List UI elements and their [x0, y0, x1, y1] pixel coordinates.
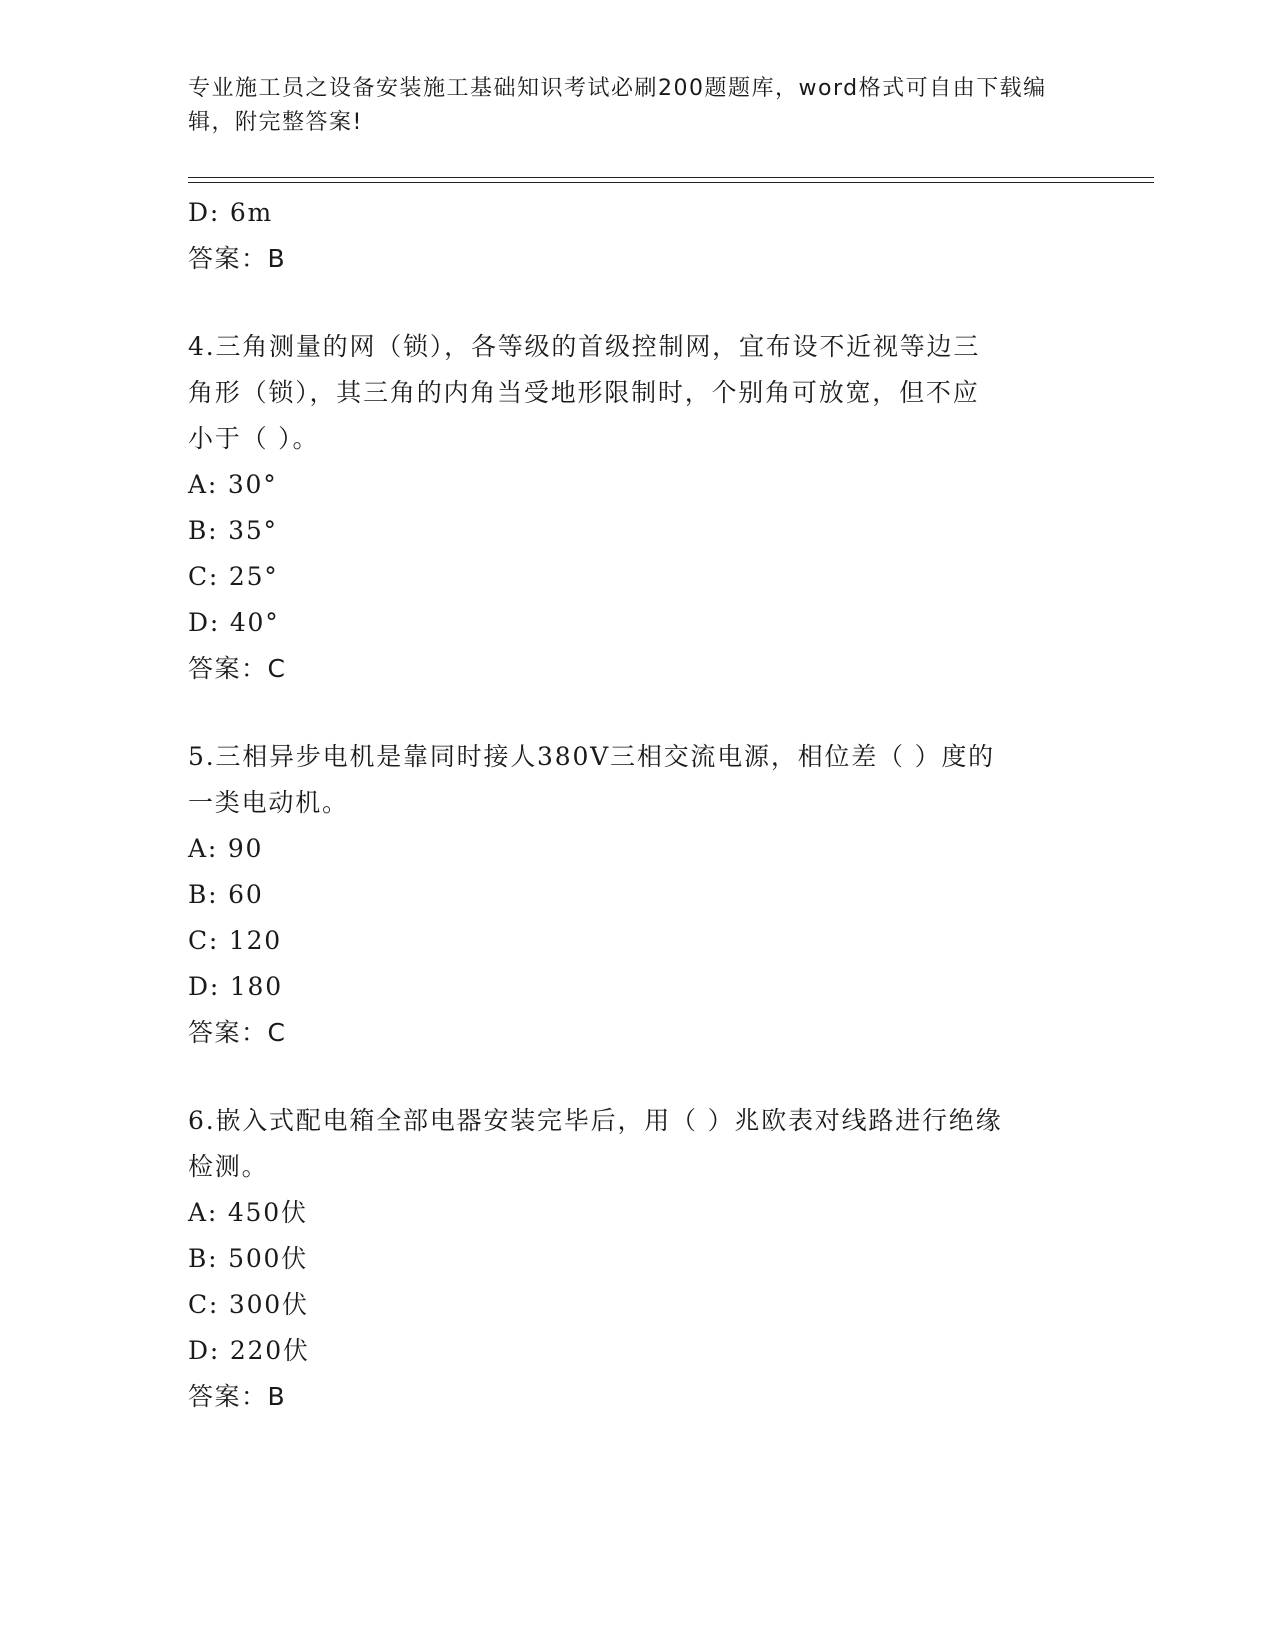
answer: 答案：C — [188, 654, 287, 683]
option-b: B: 60 — [188, 880, 264, 909]
question-stem-line: 一类电动机。 — [188, 788, 349, 817]
question-stem-line: 6.嵌入式配电箱全部电器安装完毕后，用（ ）兆欧表对线路进行绝缘 — [188, 1106, 1003, 1135]
question-stem-line: 5.三相异步电机是靠同时接人380V三相交流电源，相位差（ ）度的 — [188, 742, 995, 771]
document-header — [188, 72, 1068, 140]
option-a: A: 90 — [188, 834, 264, 863]
question-stem-line: 角形（锁），其三角的内角当受地形限制时，个别角可放宽，但不应 — [188, 378, 980, 407]
answer: 答案：B — [188, 1382, 287, 1411]
option-b: B: 35° — [188, 516, 278, 545]
prev-answer: 答案：B — [188, 244, 287, 273]
question-4 — [188, 324, 1088, 692]
answer: 答案：C — [188, 1018, 287, 1047]
option-c: C: 120 — [188, 926, 283, 955]
option-b: B: 500伏 — [188, 1244, 309, 1273]
option-a: A: 450伏 — [188, 1198, 308, 1227]
question-5 — [188, 734, 1088, 1056]
header-title: 专业施工员之设备安装施工基础知识考试必刷200题题库，word格式可自由下载编辑，附完整答案! — [188, 76, 1047, 135]
question-6 — [188, 1098, 1088, 1420]
option-c: C: 25° — [188, 562, 279, 591]
header-divider-bottom — [188, 182, 1154, 183]
question-stem-line: 4.三角测量的网（锁），各等级的首级控制网，宜布设不近视等边三 — [188, 332, 981, 361]
question-stem-line: 小于（ ）。 — [188, 424, 320, 453]
option-d: D: 40° — [188, 608, 280, 637]
option-d: D: 180 — [188, 972, 283, 1001]
prev-option-d: D: 6m — [188, 198, 274, 227]
option-d: D: 220伏 — [188, 1336, 310, 1365]
question-stem-line: 检测。 — [188, 1152, 269, 1181]
option-a: A: 30° — [188, 470, 278, 499]
header-divider-top — [188, 177, 1154, 178]
document-body — [188, 190, 1088, 1420]
option-c: C: 300伏 — [188, 1290, 309, 1319]
